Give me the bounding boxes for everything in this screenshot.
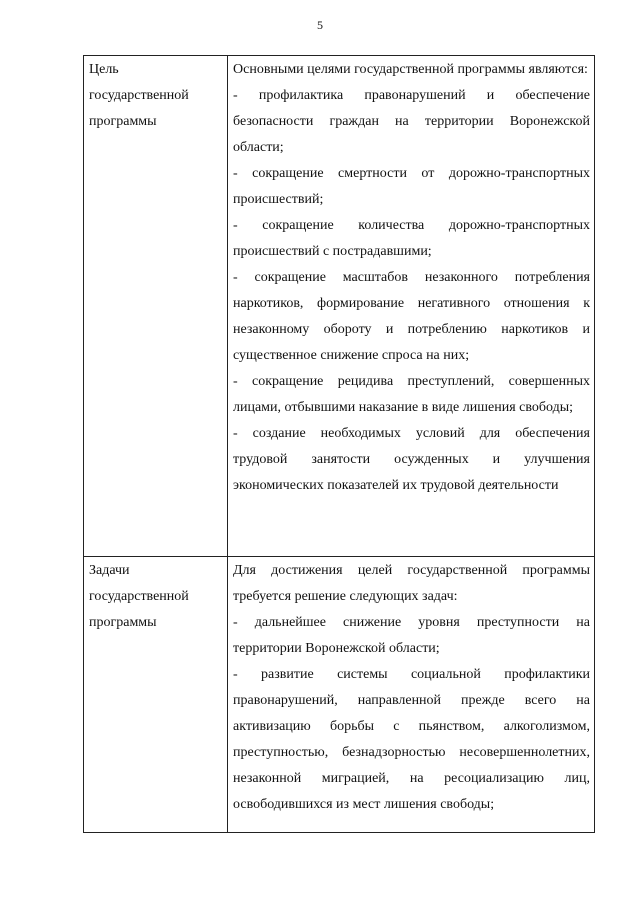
table-row-goal	[84, 56, 595, 557]
goal-label-line-3: программы	[89, 114, 157, 129]
goal-content-cell	[228, 56, 595, 557]
tasks-label-cell	[84, 557, 228, 833]
program-passport-table	[83, 55, 595, 833]
goal-paragraph-item: - сокращение смертности от дорожно-транспортных происшествий;	[233, 166, 590, 207]
tasks-paragraph-item: - дальнейшее снижение уровня преступности на территории Воронежской области;	[233, 615, 590, 656]
goal-paragraph-item: - профилактика правонарушений и обеспечение безопасности граждан на территории Воронежской области;	[233, 88, 590, 155]
tasks-paragraph-item: - развитие системы социальной профилактики правонарушений, направленной прежде всего на активизацию борьбы с пьянством, алкоголизмом, преступностью, безнадзорностью несовершеннолетних, незаконной миграцией, на ресоциализацию лиц, освободившихся из мест лишения свободы;	[233, 667, 590, 812]
tasks-label-line-1: Задачи	[89, 563, 130, 578]
goal-label-cell	[84, 56, 228, 557]
page-number: 5	[317, 18, 323, 32]
tasks-label-line-3: программы	[89, 615, 157, 630]
goal-paragraph-item: - сокращение количества дорожно-транспортных происшествий с пострадавшими;	[233, 218, 590, 259]
tasks-label-line-2: государственной	[89, 589, 189, 604]
goal-label-line-2: государственной	[89, 88, 189, 103]
tasks-paragraph-intro: Для достижения целей государственной программы требуется решение следующих задач:	[233, 563, 590, 604]
goal-label-line-1: Цель	[89, 62, 119, 77]
tasks-content-cell	[228, 557, 595, 833]
table-row-tasks	[84, 557, 595, 833]
goal-paragraph-item: - создание необходимых условий для обеспечения трудовой занятости осужденных и улучшения экономических показателей их трудовой деятельности	[233, 426, 590, 493]
goal-paragraph-item: - сокращение масштабов незаконного потребления наркотиков, формирование негативного отношения к незаконному обороту и потреблению наркотиков и существенное снижение спроса на них;	[233, 270, 590, 363]
goal-paragraph-item: - сокращение рецидива преступлений, совершенных лицами, отбывшими наказание в виде лишения свободы;	[233, 374, 590, 415]
goal-paragraph-intro: Основными целями государственной программы являются:	[233, 62, 588, 77]
